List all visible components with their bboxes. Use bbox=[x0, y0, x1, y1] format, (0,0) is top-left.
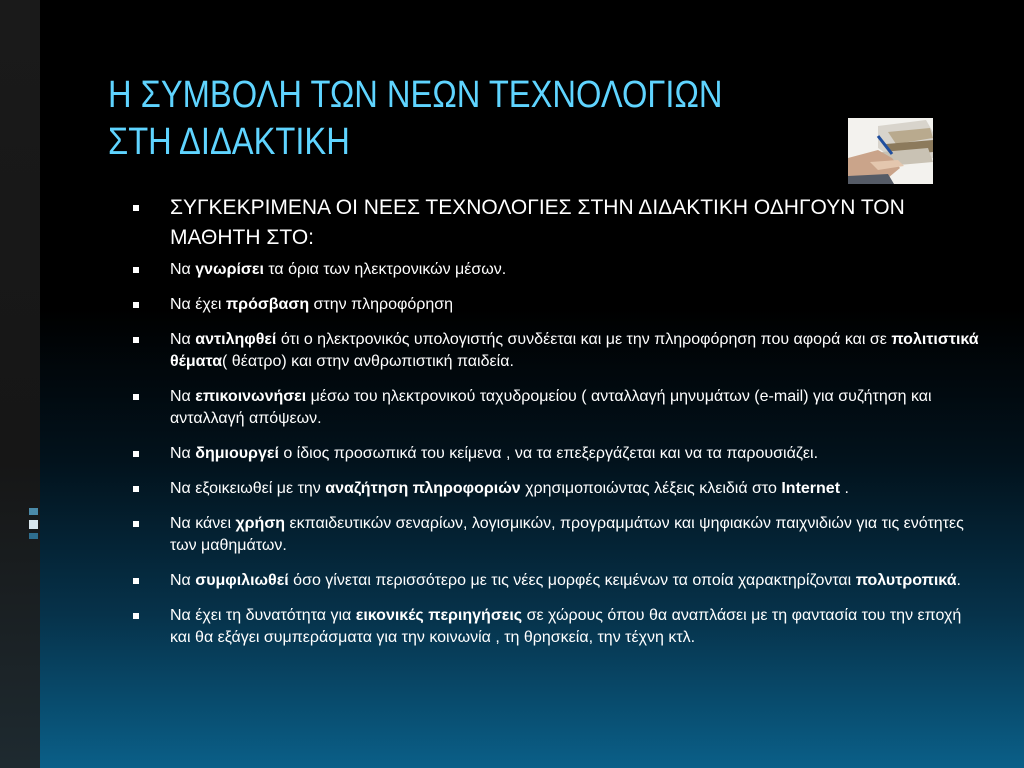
list-item-lead bbox=[130, 193, 980, 253]
text-segment: στην πληροφόρηση bbox=[309, 296, 454, 313]
bullet-square-icon bbox=[133, 337, 139, 343]
list-item-text bbox=[170, 388, 932, 427]
bullet-square-icon bbox=[133, 267, 139, 273]
list-item-text bbox=[170, 296, 453, 313]
list-item-text bbox=[170, 331, 979, 370]
slide-title-line: ΣΤΗ ΔΙΔΑΚΤΙΚΗ bbox=[108, 121, 350, 163]
text-segment: όσο γίνεται περισσότερο με τις νέες μορφές κειμένων τα οποία χαρακτηρίζονται bbox=[288, 572, 856, 589]
bullet-square-icon bbox=[133, 486, 139, 492]
list-item bbox=[130, 294, 980, 316]
text-segment: Να bbox=[170, 445, 196, 462]
emphasis-text: πολυτροπικά bbox=[855, 572, 957, 589]
bullet-square-icon bbox=[133, 578, 139, 584]
emphasis-text: Internet bbox=[781, 480, 841, 497]
bullet-square-icon bbox=[133, 451, 139, 457]
accent-stripe bbox=[29, 508, 38, 515]
accent-stripe bbox=[29, 533, 38, 539]
text-segment: Να εξοικειωθεί με την bbox=[170, 480, 326, 497]
list-item-text bbox=[170, 515, 964, 554]
list-item bbox=[130, 570, 980, 592]
text-segment: Να bbox=[170, 572, 196, 589]
emphasis-text: αντιληφθεί bbox=[195, 331, 277, 348]
text-segment: . bbox=[956, 572, 961, 589]
list-item-text bbox=[170, 607, 961, 646]
text-segment: Να bbox=[170, 388, 196, 405]
slide-title bbox=[108, 72, 848, 166]
list-item bbox=[130, 605, 980, 649]
hand-writing-books-photo bbox=[848, 118, 933, 184]
text-segment: Να bbox=[170, 261, 196, 278]
text-segment: ότι ο ηλεκτρονικός υπολογιστής συνδέεται και με την πληροφόρηση που αφορά και σε bbox=[276, 331, 892, 348]
emphasis-text: εικονικές περιηγήσεις bbox=[355, 607, 523, 624]
text-segment: ( θέατρο) και στην ανθρωπιστική παιδεία. bbox=[222, 353, 514, 370]
emphasis-text: χρήση bbox=[235, 515, 286, 532]
text-segment: σε χώρους όπου θα αναπλάσει με τη φαντασία του την εποχή και θα εξάγει συμπεράσματα για την κοινωνία , τη θρησκεία, την τέχνη κτλ. bbox=[170, 607, 962, 646]
left-decorative-bar bbox=[0, 0, 40, 768]
bullet-square-icon bbox=[133, 521, 139, 527]
emphasis-text: γνωρίσει bbox=[195, 261, 264, 278]
text-segment: τα όρια των ηλεκτρονικών μέσων. bbox=[263, 261, 507, 278]
bullet-square-icon bbox=[133, 613, 139, 619]
bullet-square-icon bbox=[133, 394, 139, 400]
emphasis-text: επικοινωνήσει bbox=[195, 388, 307, 405]
text-segment: . bbox=[840, 480, 849, 497]
list-item-text bbox=[170, 480, 849, 497]
list-item-text bbox=[170, 572, 961, 589]
text-segment: Να έχει bbox=[170, 296, 226, 313]
slide-title-line: Η ΣΥΜΒΟΛΗ ΤΩΝ ΝΕΩΝ ΤΕΧΝΟΛΟΓΙΩΝ bbox=[108, 74, 723, 116]
bullet-square-icon bbox=[133, 302, 139, 308]
text-segment: Να κάνει bbox=[170, 515, 236, 532]
text-segment: μέσω του ηλεκτρονικού ταχυδρομείου ( ανταλλαγή μηνυμάτων (e-mail) για συζήτηση και ανταλλαγή απόψεων. bbox=[170, 388, 932, 427]
emphasis-text: συμφιλιωθεί bbox=[195, 572, 289, 589]
text-segment: εκπαιδευτικών σεναρίων, λογισμικών, προγραμμάτων και ψηφιακών παιχνιδιών για τις ενότητες των μαθημάτων. bbox=[170, 515, 964, 554]
list-item bbox=[130, 443, 980, 465]
emphasis-text: αναζήτηση πληροφοριών bbox=[325, 480, 521, 497]
list-item bbox=[130, 478, 980, 500]
list-item-text bbox=[170, 445, 818, 462]
bullet-square-icon bbox=[133, 205, 139, 211]
list-item bbox=[130, 386, 980, 430]
photo-illustration bbox=[848, 118, 933, 184]
text-segment: Να έχει τη δυνατότητα για bbox=[170, 607, 356, 624]
emphasis-text: πρόσβαση bbox=[225, 296, 310, 313]
emphasis-text: πολιτιστικά θέματα bbox=[170, 331, 979, 370]
accent-stripe bbox=[29, 520, 38, 529]
lead-text: ΣΥΓΚΕΚΡΙΜΕΝΑ ΟΙ ΝΕΕΣ ΤΕΧΝΟΛΟΓΙΕΣ ΣΤΗΝ ΔΙΔΑΚΤΙΚΗ ΟΔΗΓΟΥΝ ΤΟΝ ΜΑΘΗΤΗ ΣΤΟ: bbox=[170, 196, 905, 249]
text-segment: ο ίδιος προσωπικά του κείμενα , να τα επεξεργάζεται και να τα παρουσιάζει. bbox=[278, 445, 819, 462]
text-segment: Να bbox=[170, 331, 196, 348]
list-item-text bbox=[170, 261, 506, 278]
list-item bbox=[130, 329, 980, 373]
list-item bbox=[130, 513, 980, 557]
list-item bbox=[130, 259, 980, 281]
bullet-list bbox=[130, 193, 980, 662]
text-segment: χρησιμοποιώντας λέξεις κλειδιά στο bbox=[520, 480, 782, 497]
emphasis-text: δημιουργεί bbox=[195, 445, 279, 462]
